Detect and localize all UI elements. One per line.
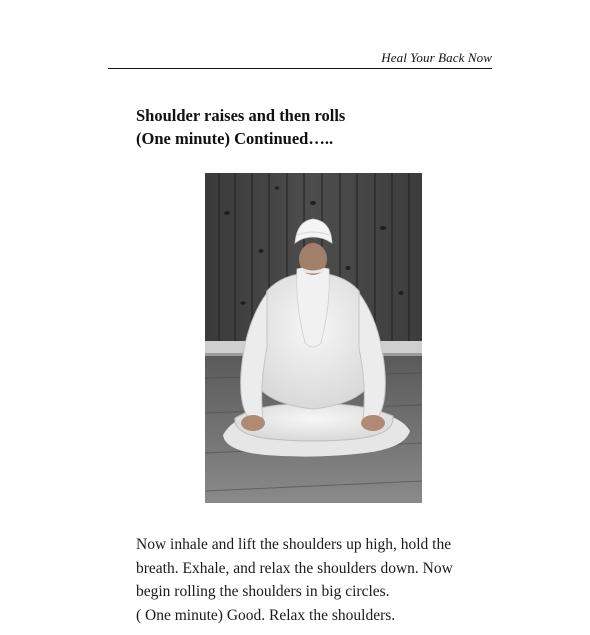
heading-line-1: Shoulder raises and then rolls (136, 106, 346, 125)
running-header (108, 46, 492, 69)
heading-line-2: (One minute) Continued….. (136, 129, 334, 148)
instruction-line-4: ( One minute) Good. Relax the shoulders. (136, 606, 396, 624)
running-title: Heal Your Back Now (381, 50, 492, 65)
instruction-line-3: begin rolling the shoulders in big circles. (136, 583, 390, 600)
instruction-line-1: Now inhale and lift the shoulders up high, hold the (136, 536, 452, 553)
meditation-photo (205, 173, 422, 503)
instruction-paragraph (136, 533, 508, 627)
instruction-line-2: breath. Exhale, and relax the shoulders down. Now (136, 559, 453, 577)
section-heading (136, 104, 496, 150)
photo-illustration (205, 173, 422, 503)
